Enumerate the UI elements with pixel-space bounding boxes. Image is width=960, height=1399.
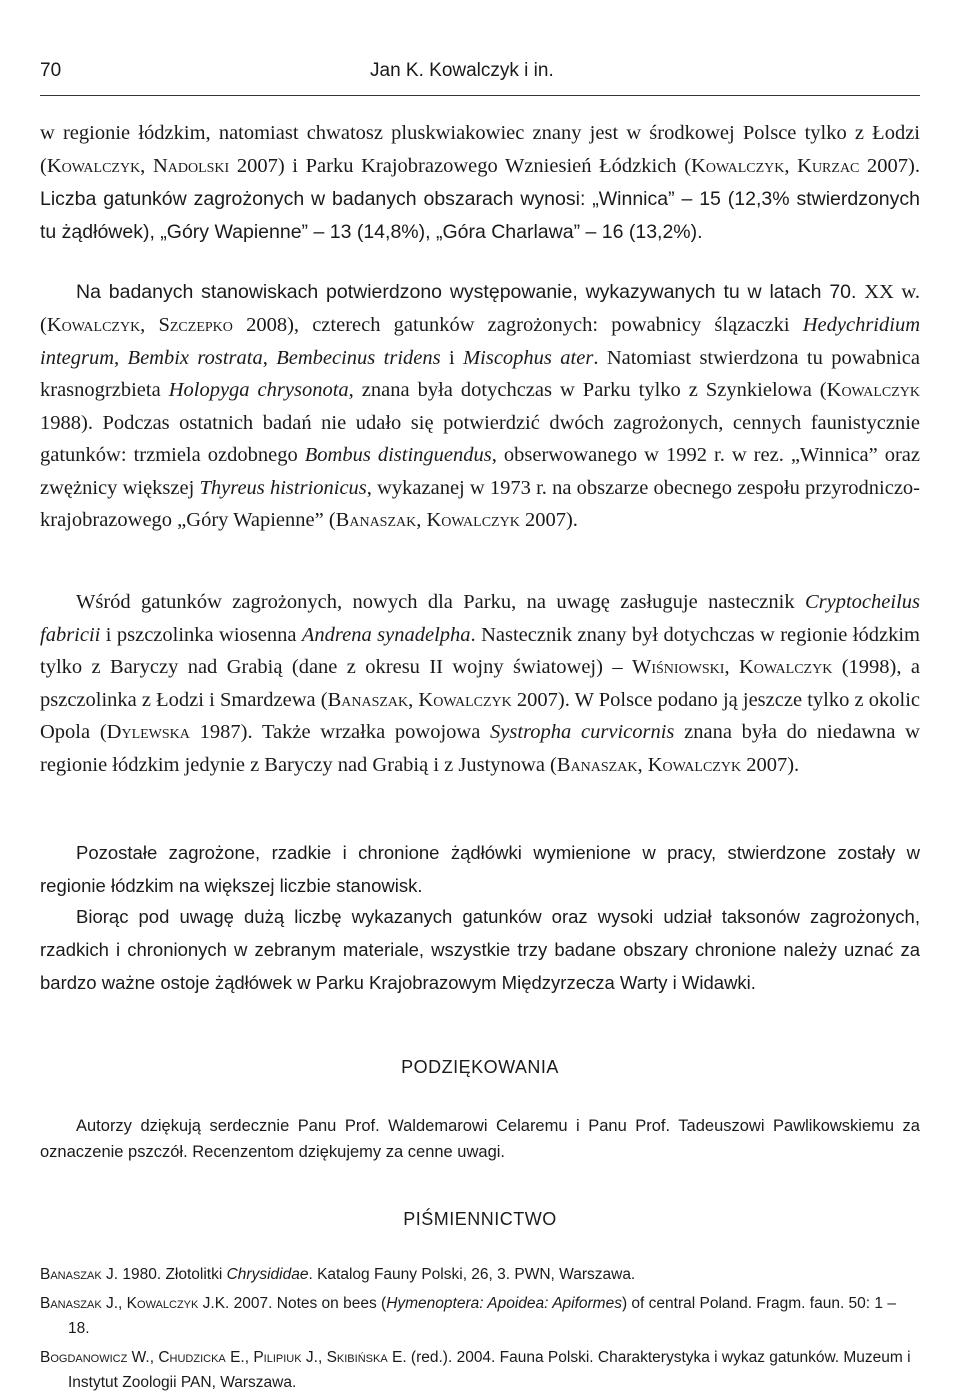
reference-author: Kowalczyk	[126, 1295, 199, 1312]
reference-item	[40, 1345, 920, 1395]
text: Biorąc pod uwagę dużą liczbę wykazanych gatunków oraz wysoki udział taksonów zagrożonych, rzadkich i chronionych w zebranym materiale, wszystkie trzy badane obszary chronione należy uznać za bardzo ważne ostoje żądłówek w Parku Krajobrazowym Międzyrzecza Warty i Widawki.	[40, 906, 920, 993]
taxon-name: Chrysididae	[226, 1266, 309, 1283]
reference-author: Bogdanowicz	[40, 1349, 128, 1366]
header-rule	[40, 95, 920, 96]
text: i pszczolinka wiosenna	[100, 623, 302, 646]
text: J.K. 2007. Notes on bees (	[198, 1295, 387, 1312]
text: 1987). Także wrzałka powojowa	[189, 721, 491, 743]
page-header	[40, 60, 920, 90]
text: znana była do niedawna w regionie łódzkim jedynie z Baryczy nad Grabią i z Justynowa (	[40, 721, 920, 776]
text: XX w. (	[40, 281, 920, 336]
author-citation: Banaszak, Kowalczyk	[556, 753, 742, 776]
text: Na badanych stanowiskach potwierdzono występowanie, wykazywanych tu w latach 70.	[76, 281, 865, 303]
author-citation: Wiśniowski, Kowalczyk	[632, 656, 833, 678]
author-citation: Kowalczyk, Szczepko	[46, 314, 233, 336]
reference-author: Banaszak	[40, 1295, 102, 1312]
species-name: Holopyga chrysonota	[168, 379, 349, 401]
text: 1988). Podczas ostatnich badań nie udało się potwierdzić dwóch zagrożonych, cennych faunistycznie gatunków: trzmiela ozdobnego	[40, 411, 920, 466]
running-head: Jan K. Kowalczyk i in.	[370, 60, 554, 81]
text: J.,	[301, 1349, 327, 1366]
reference-author: Pilipiuk	[253, 1349, 302, 1366]
acknowledgements-text: Autorzy dziękują serdecznie Panu Prof. Waldemarowi Celaremu i Panu Prof. Tadeuszowi Pawlikowskiemu za oznaczenie pszczół. Recenzentom dziękujemy za cenne uwagi.	[40, 1117, 920, 1161]
text: ,	[114, 346, 128, 369]
text: . Natomiast stwierdzona tu powabnica krasnogrzbieta	[40, 346, 921, 401]
text: . Katalog Fauny Polski, 26, 3. PWN, Warszawa.	[308, 1266, 636, 1283]
text: 2007).	[519, 509, 578, 531]
paragraph-2	[40, 276, 920, 537]
references-heading: PIŚMIENNICTWO	[403, 1209, 557, 1229]
author-citation: Banaszak, Kowalczyk	[335, 509, 520, 531]
species-name: Cryptocheilus fabricii	[40, 591, 920, 646]
page-number: 70	[40, 60, 62, 81]
text: E. (red.). 2004. Fauna Polski. Charakterystyka i wykaz gatunków. Muzeum i Instytut Zoologii PAN, Warszawa.	[68, 1349, 911, 1391]
taxon-name: Hymenoptera: Apoidea: Apiformes	[386, 1295, 622, 1312]
species-name: Thyreus histrionicus	[199, 476, 367, 499]
text: , wykazanej w 1973 r. na obszarze obecnego zespołu przyrodniczo-krajobrazowego „Góry Wapienne” (	[40, 476, 920, 531]
reference-author: Chudzicka	[158, 1349, 226, 1366]
reference-item	[40, 1291, 920, 1341]
author-citation: Kowalczyk	[826, 379, 920, 401]
author-citation: Kowalczyk, Nadolski	[46, 154, 230, 177]
text: J.,	[101, 1295, 127, 1312]
text: w regionie łódzkim, natomiast chwatosz pluskwiakowiec znany jest w środkowej Polsce tylko z Łodzi (	[40, 122, 920, 177]
species-name: Systropha curvicornis	[490, 721, 675, 743]
text: , znana była dotychczas w Parku tylko z Szynkielowa (	[348, 379, 827, 401]
text: J. 1980. Złotolitki	[101, 1266, 227, 1283]
text: Wśród gatunków zagrożonych, nowych dla Parku, na uwagę zasługuje nastecznik	[76, 591, 805, 613]
author-citation: Banaszak, Kowalczyk	[327, 688, 512, 711]
species-name: Bombus distinguendus	[304, 444, 492, 466]
reference-item	[40, 1262, 920, 1287]
species-name: Bembecinus tridens	[276, 346, 441, 369]
paragraph-3	[40, 586, 920, 781]
text: , obserwowanego w 1992 r. w rez. „Winnica” oraz zwężnicy większej	[40, 444, 920, 499]
paragraph-5	[40, 900, 920, 999]
text: 2007).	[859, 154, 920, 177]
references-list	[40, 1262, 920, 1399]
text: 2007). W Polsce podano ją jeszcze tylko z okolic Opola (	[40, 688, 920, 743]
text: . Nastecznik znany był dotychczas w regionie łódzkim tylko z Baryczy nad Grabią (dane z okresu II wojny światowej) –	[40, 623, 920, 678]
reference-author: Skibińska	[326, 1349, 388, 1366]
paragraph-1	[40, 117, 920, 249]
text: E.,	[225, 1349, 254, 1366]
text: ,	[262, 346, 277, 369]
text: Pozostałe zagrożone, rzadkie i chronione żądłówki wymienione w pracy, stwierdzone zostały w regionie łódzkim na większej liczbie stanowisk.	[40, 842, 920, 896]
text: i	[440, 346, 464, 369]
text: Liczba gatunków zagrożonych w badanych obszarach wynosi: „Winnica” – 15 (12,3% stwierdzonych tu żądłówek), „Góry Wapienne” – 13 (14,8%), „Góra Charlawa” – 16 (13,2%).	[40, 187, 920, 243]
text: (1998), a pszczolinka z Łodzi i Smardzewa (	[40, 656, 920, 711]
author-citation: Kowalczyk, Kurzac	[691, 154, 860, 177]
text: 2007).	[741, 753, 800, 776]
species-name: Miscophus ater	[463, 346, 594, 369]
text: 2008), czterech gatunków zagrożonych: powabnicy ślązaczki	[232, 314, 803, 336]
species-name: Hedychridium integrum	[40, 314, 920, 369]
text: 2007) i Parku Krajobrazowego Wzniesień Łódzkich (	[229, 154, 692, 177]
species-name: Andrena synadelpha	[301, 623, 471, 646]
species-name: Bembix rostrata	[127, 346, 263, 369]
text: ) of central Poland. Fragm. faun. 50: 1 – 18.	[68, 1295, 896, 1337]
paragraph-4	[40, 836, 920, 902]
author-citation: Dylewska	[106, 721, 190, 743]
acknowledgements-heading: PODZIĘKOWANIA	[401, 1057, 559, 1077]
text: W.,	[127, 1349, 159, 1366]
reference-author: Banaszak	[40, 1266, 102, 1283]
